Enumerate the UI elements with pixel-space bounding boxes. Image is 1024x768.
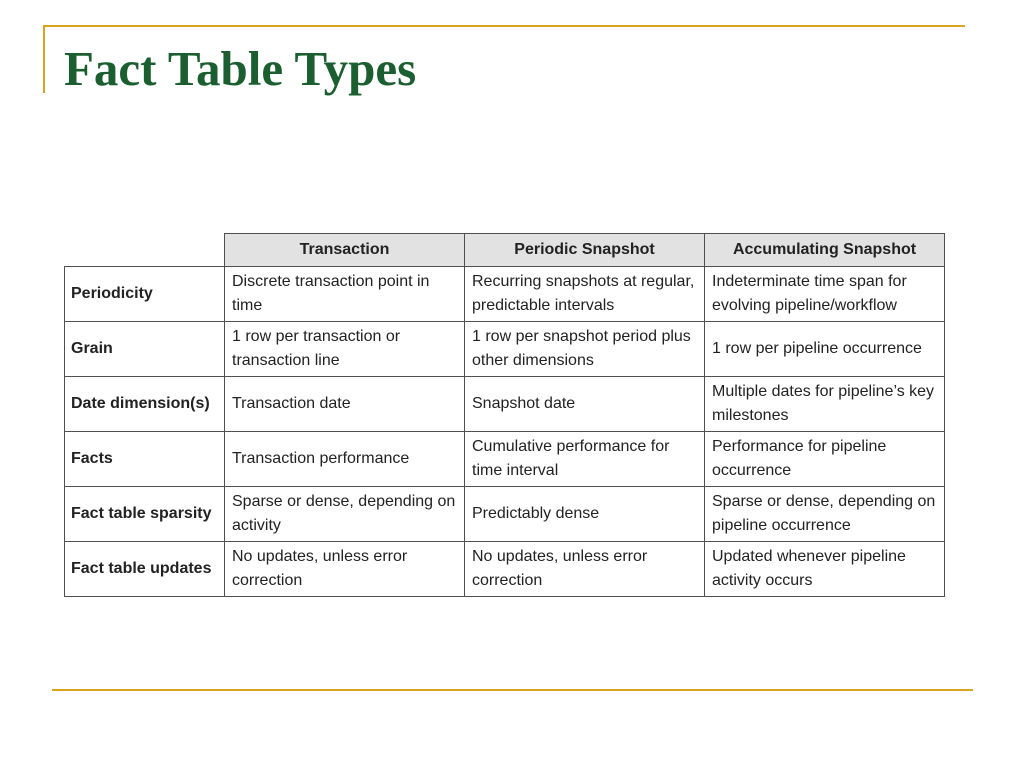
table-cell: Sparse or dense, depending on pipeline occurrence [705,487,945,542]
table-cell: Transaction date [225,377,465,432]
table-header-row [65,234,945,267]
table-cell: 1 row per snapshot period plus other dimensions [465,322,705,377]
fact-table-types-table [64,233,945,597]
table-cell: 1 row per transaction or transaction line [225,322,465,377]
table-row-fact-table-sparsity [65,487,945,542]
table-cell: Sparse or dense, depending on activity [225,487,465,542]
table-cell: Updated whenever pipeline activity occurs [705,542,945,597]
table-cell: Cumulative performance for time interval [465,432,705,487]
row-label: Fact table sparsity [65,487,225,542]
table-row-grain [65,322,945,377]
table-row-periodicity [65,267,945,322]
row-label: Periodicity [65,267,225,322]
table-cell: Transaction performance [225,432,465,487]
table-cell: No updates, unless error correction [225,542,465,597]
accent-bottom-line [52,689,973,691]
table-cell: Recurring snapshots at regular, predictable intervals [465,267,705,322]
table-cell: Multiple dates for pipeline’s key milestones [705,377,945,432]
table-corner-cell [65,234,225,267]
table-cell: Snapshot date [465,377,705,432]
table-cell: Discrete transaction point in time [225,267,465,322]
row-label: Grain [65,322,225,377]
table-cell: 1 row per pipeline occurrence [705,322,945,377]
accent-top-line [43,25,965,27]
column-header-accumulating-snapshot: Accumulating Snapshot [705,234,945,267]
table-row-date-dimensions [65,377,945,432]
column-header-transaction: Transaction [225,234,465,267]
table-row-facts [65,432,945,487]
column-header-periodic-snapshot: Periodic Snapshot [465,234,705,267]
table-cell: No updates, unless error correction [465,542,705,597]
page-title: Fact Table Types [64,41,417,96]
table-cell: Predictably dense [465,487,705,542]
row-label: Facts [65,432,225,487]
table-cell: Performance for pipeline occurrence [705,432,945,487]
row-label: Fact table updates [65,542,225,597]
table-cell: Indeterminate time span for evolving pipeline/workflow [705,267,945,322]
accent-vertical-line [43,25,45,93]
row-label: Date dimension(s) [65,377,225,432]
table-row-fact-table-updates [65,542,945,597]
